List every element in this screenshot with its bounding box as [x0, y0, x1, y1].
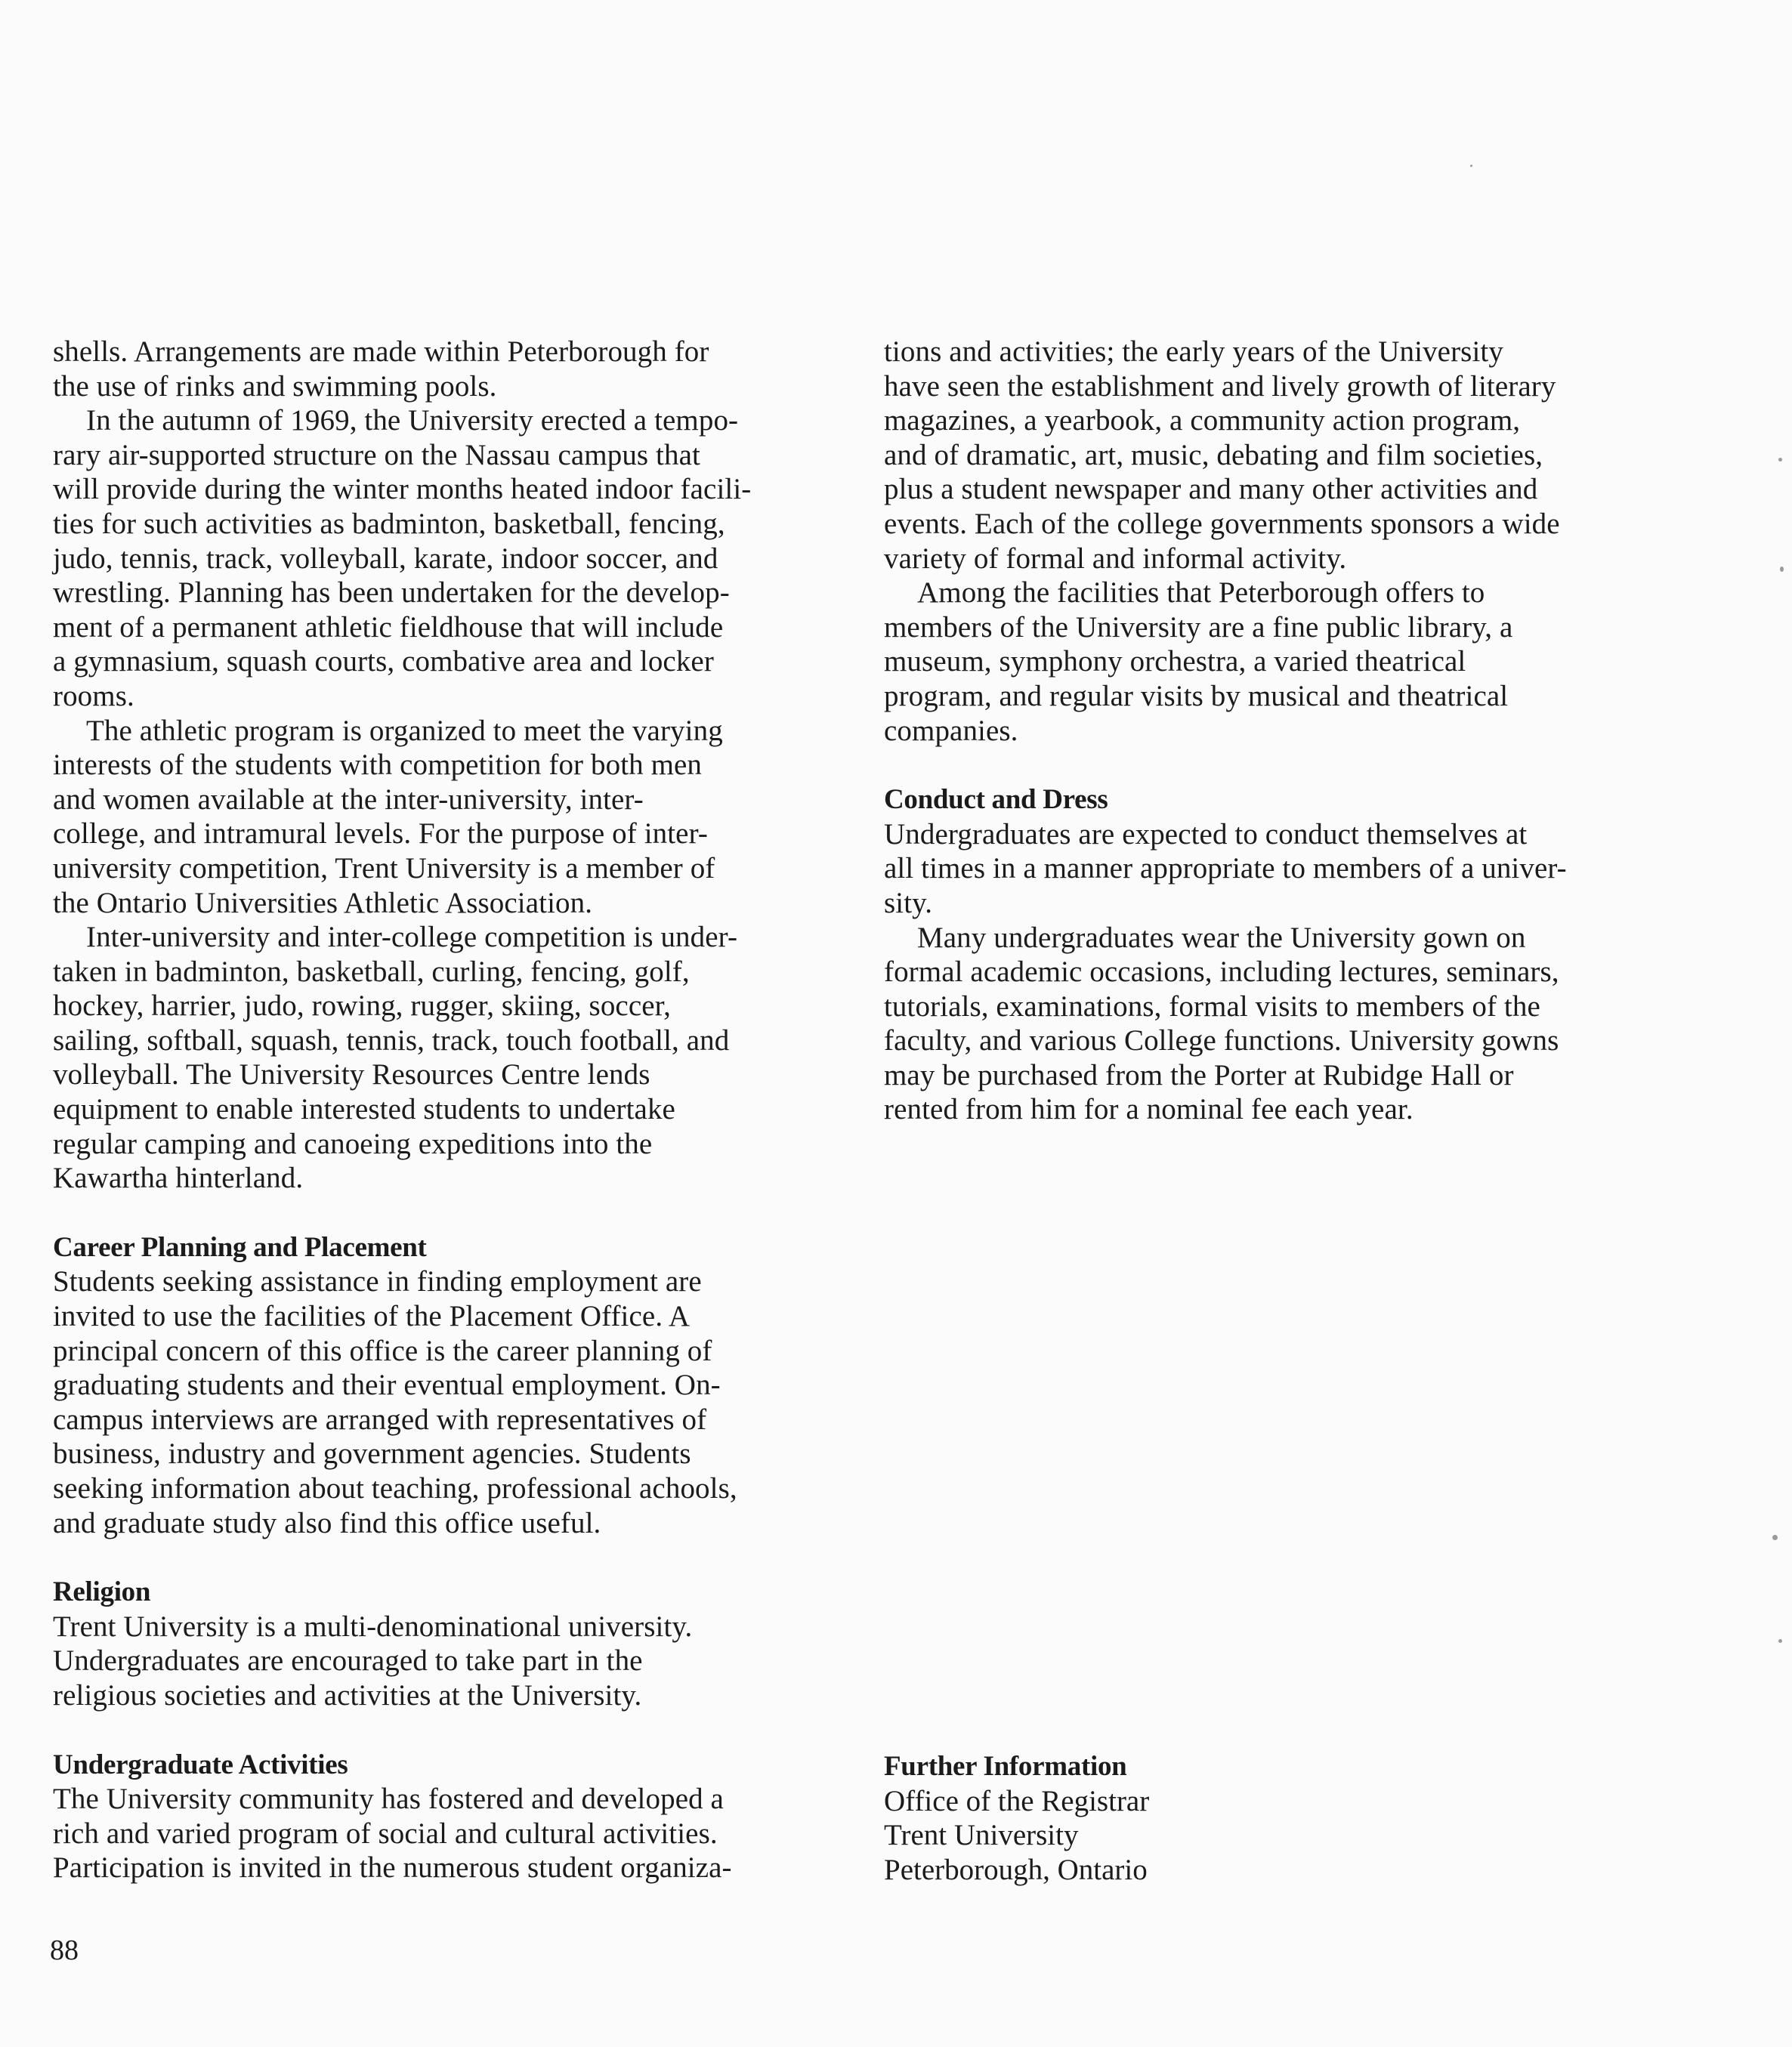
section-gap — [884, 748, 1677, 783]
page-number: 88 — [50, 1934, 79, 1966]
athletic-program-paragraph — [53, 714, 846, 921]
further-information-section — [884, 1749, 1564, 1887]
text-line: graduating students and their eventual employment. On- — [53, 1369, 721, 1402]
text-line: a gymnasium, squash courts, combative area and locker — [53, 645, 714, 678]
text-line: all times in a manner appropriate to members of a univer- — [884, 852, 1567, 885]
text-line: Many undergraduates wear the University gown on — [917, 921, 1526, 954]
career-planning-heading: Career Planning and Placement — [53, 1231, 427, 1263]
text-line: seeking information about teaching, professional achools, — [53, 1472, 737, 1505]
text-line: events. Each of the college governments sponsors a wide — [884, 507, 1560, 540]
text-line: program, and regular visits by musical and theatrical — [884, 679, 1509, 712]
text-line: plus a student newspaper and many other activities and — [884, 473, 1538, 506]
text-line: taken in badminton, basketball, curling, fencing, golf, — [53, 955, 690, 988]
scan-speck — [1780, 567, 1784, 572]
text-line: sity. — [884, 886, 933, 919]
text-line: companies. — [884, 714, 1018, 747]
text-line: will provide during the winter months heated indoor facili- — [53, 473, 752, 506]
text-line: the Ontario Universities Athletic Association. — [53, 886, 593, 919]
text-line: faculty, and various College functions. University gowns — [884, 1024, 1559, 1057]
scan-speck — [1470, 165, 1472, 167]
athletics-facilities-paragraph — [53, 403, 846, 713]
undergraduate-activities-section — [53, 1748, 846, 1885]
text-line: and women available at the inter-university, inter- — [53, 783, 644, 816]
address-line: Office of the Registrar — [884, 1784, 1150, 1817]
text-line: ties for such activities as badminton, basketball, fencing, — [53, 507, 725, 540]
text-line: In the autumn of 1969, the University erected a tempo- — [86, 404, 739, 437]
conduct-and-dress-section — [884, 783, 1677, 1127]
section-gap — [53, 1196, 846, 1230]
text-line: tutorials, examinations, formal visits to members of the — [884, 990, 1540, 1023]
text-line: college, and intramural levels. For the purpose of inter- — [53, 817, 708, 851]
text-line: principal concern of this office is the career planning of — [53, 1334, 712, 1367]
career-planning-section — [53, 1230, 846, 1540]
scan-speck — [1772, 1535, 1778, 1540]
text-line: and of dramatic, art, music, debating and film societies, — [884, 438, 1543, 471]
text-line: rented from him for a nominal fee each year. — [884, 1093, 1414, 1126]
scan-speck — [1778, 1639, 1782, 1643]
left-column — [53, 335, 846, 1885]
text-line: members of the University are a fine public library, a — [884, 610, 1513, 644]
text-line: business, industry and government agencies. Students — [53, 1437, 691, 1471]
religion-section — [53, 1575, 846, 1712]
section-gap — [53, 1540, 846, 1575]
text-line: regular camping and canoeing expeditions into the — [53, 1127, 653, 1160]
text-line: Participation is invited in the numerous student organiza- — [53, 1851, 732, 1885]
text-line: The athletic program is organized to meet the varying — [86, 714, 723, 747]
text-line: judo, tennis, track, volleyball, karate, indoor soccer, and — [53, 542, 718, 575]
text-line: formal academic occasions, including lectures, seminars, — [884, 956, 1559, 989]
text-line: sailing, softball, squash, tennis, track, touch football, and — [53, 1024, 730, 1057]
address-line: Peterborough, Ontario — [884, 1853, 1148, 1886]
text-line: hockey, harrier, judo, rowing, rugger, skiing, soccer, — [53, 990, 672, 1023]
text-line: interests of the students with competition for both men — [53, 749, 703, 782]
text-line: shells. Arrangements are made within Peterborough for — [53, 335, 709, 368]
activities-continuation — [884, 335, 1677, 576]
text-line: religious societies and activities at the University. — [53, 1678, 642, 1712]
text-line: rich and varied program of social and cultural activities. — [53, 1817, 718, 1850]
text-line: magazines, a yearbook, a community action program, — [884, 404, 1521, 437]
text-line: and graduate study also find this office useful. — [53, 1506, 601, 1539]
address-line: Trent University — [884, 1819, 1079, 1852]
text-line: variety of formal and informal activity. — [884, 542, 1347, 575]
competition-paragraph — [53, 920, 846, 1196]
text-line: ment of a permanent athletic fieldhouse that will include — [53, 610, 724, 644]
athletics-continuation — [53, 335, 846, 403]
text-line: Inter-university and inter-college competition is under- — [86, 921, 738, 954]
text-line: Trent University is a multi-denominational university. — [53, 1610, 693, 1643]
scan-speck — [1778, 458, 1782, 462]
religion-heading: Religion — [53, 1576, 151, 1608]
text-line: rary air-supported structure on the Nassau campus that — [53, 438, 700, 471]
text-line: volleyball. The University Resources Centre lends — [53, 1058, 650, 1091]
text-line: have seen the establishment and lively growth of literary — [884, 369, 1556, 403]
text-line: the use of rinks and swimming pools. — [53, 369, 497, 403]
right-column — [884, 335, 1677, 1127]
text-line: wrestling. Planning has been undertaken for the develop- — [53, 576, 730, 610]
text-line: campus interviews are arranged with representatives of — [53, 1403, 707, 1436]
text-line: The University community has fostered and developed a — [53, 1783, 724, 1816]
text-line: university competition, Trent University is a member of — [53, 851, 715, 885]
text-line: Undergraduates are encouraged to take part in the — [53, 1644, 643, 1678]
conduct-and-dress-heading: Conduct and Dress — [884, 784, 1108, 816]
text-line: museum, symphony orchestra, a varied theatrical — [884, 645, 1466, 678]
text-line: invited to use the facilities of the Placement Office. A — [53, 1300, 691, 1333]
text-line: Students seeking assistance in finding employment are — [53, 1265, 702, 1298]
further-information-heading: Further Information — [884, 1751, 1127, 1782]
section-gap — [53, 1713, 846, 1748]
peterborough-facilities-paragraph — [884, 576, 1677, 748]
text-line: rooms. — [53, 679, 134, 712]
text-line: tions and activities; the early years of the University — [884, 335, 1503, 368]
text-line: Among the facilities that Peterborough offers to — [917, 576, 1485, 610]
text-line: equipment to enable interested students to undertake — [53, 1093, 675, 1126]
text-line: Kawartha hinterland. — [53, 1162, 304, 1195]
text-line: Undergraduates are expected to conduct themselves at — [884, 817, 1528, 851]
text-line: may be purchased from the Porter at Rubidge Hall or — [884, 1058, 1514, 1091]
undergraduate-activities-heading: Undergraduate Activities — [53, 1749, 348, 1780]
